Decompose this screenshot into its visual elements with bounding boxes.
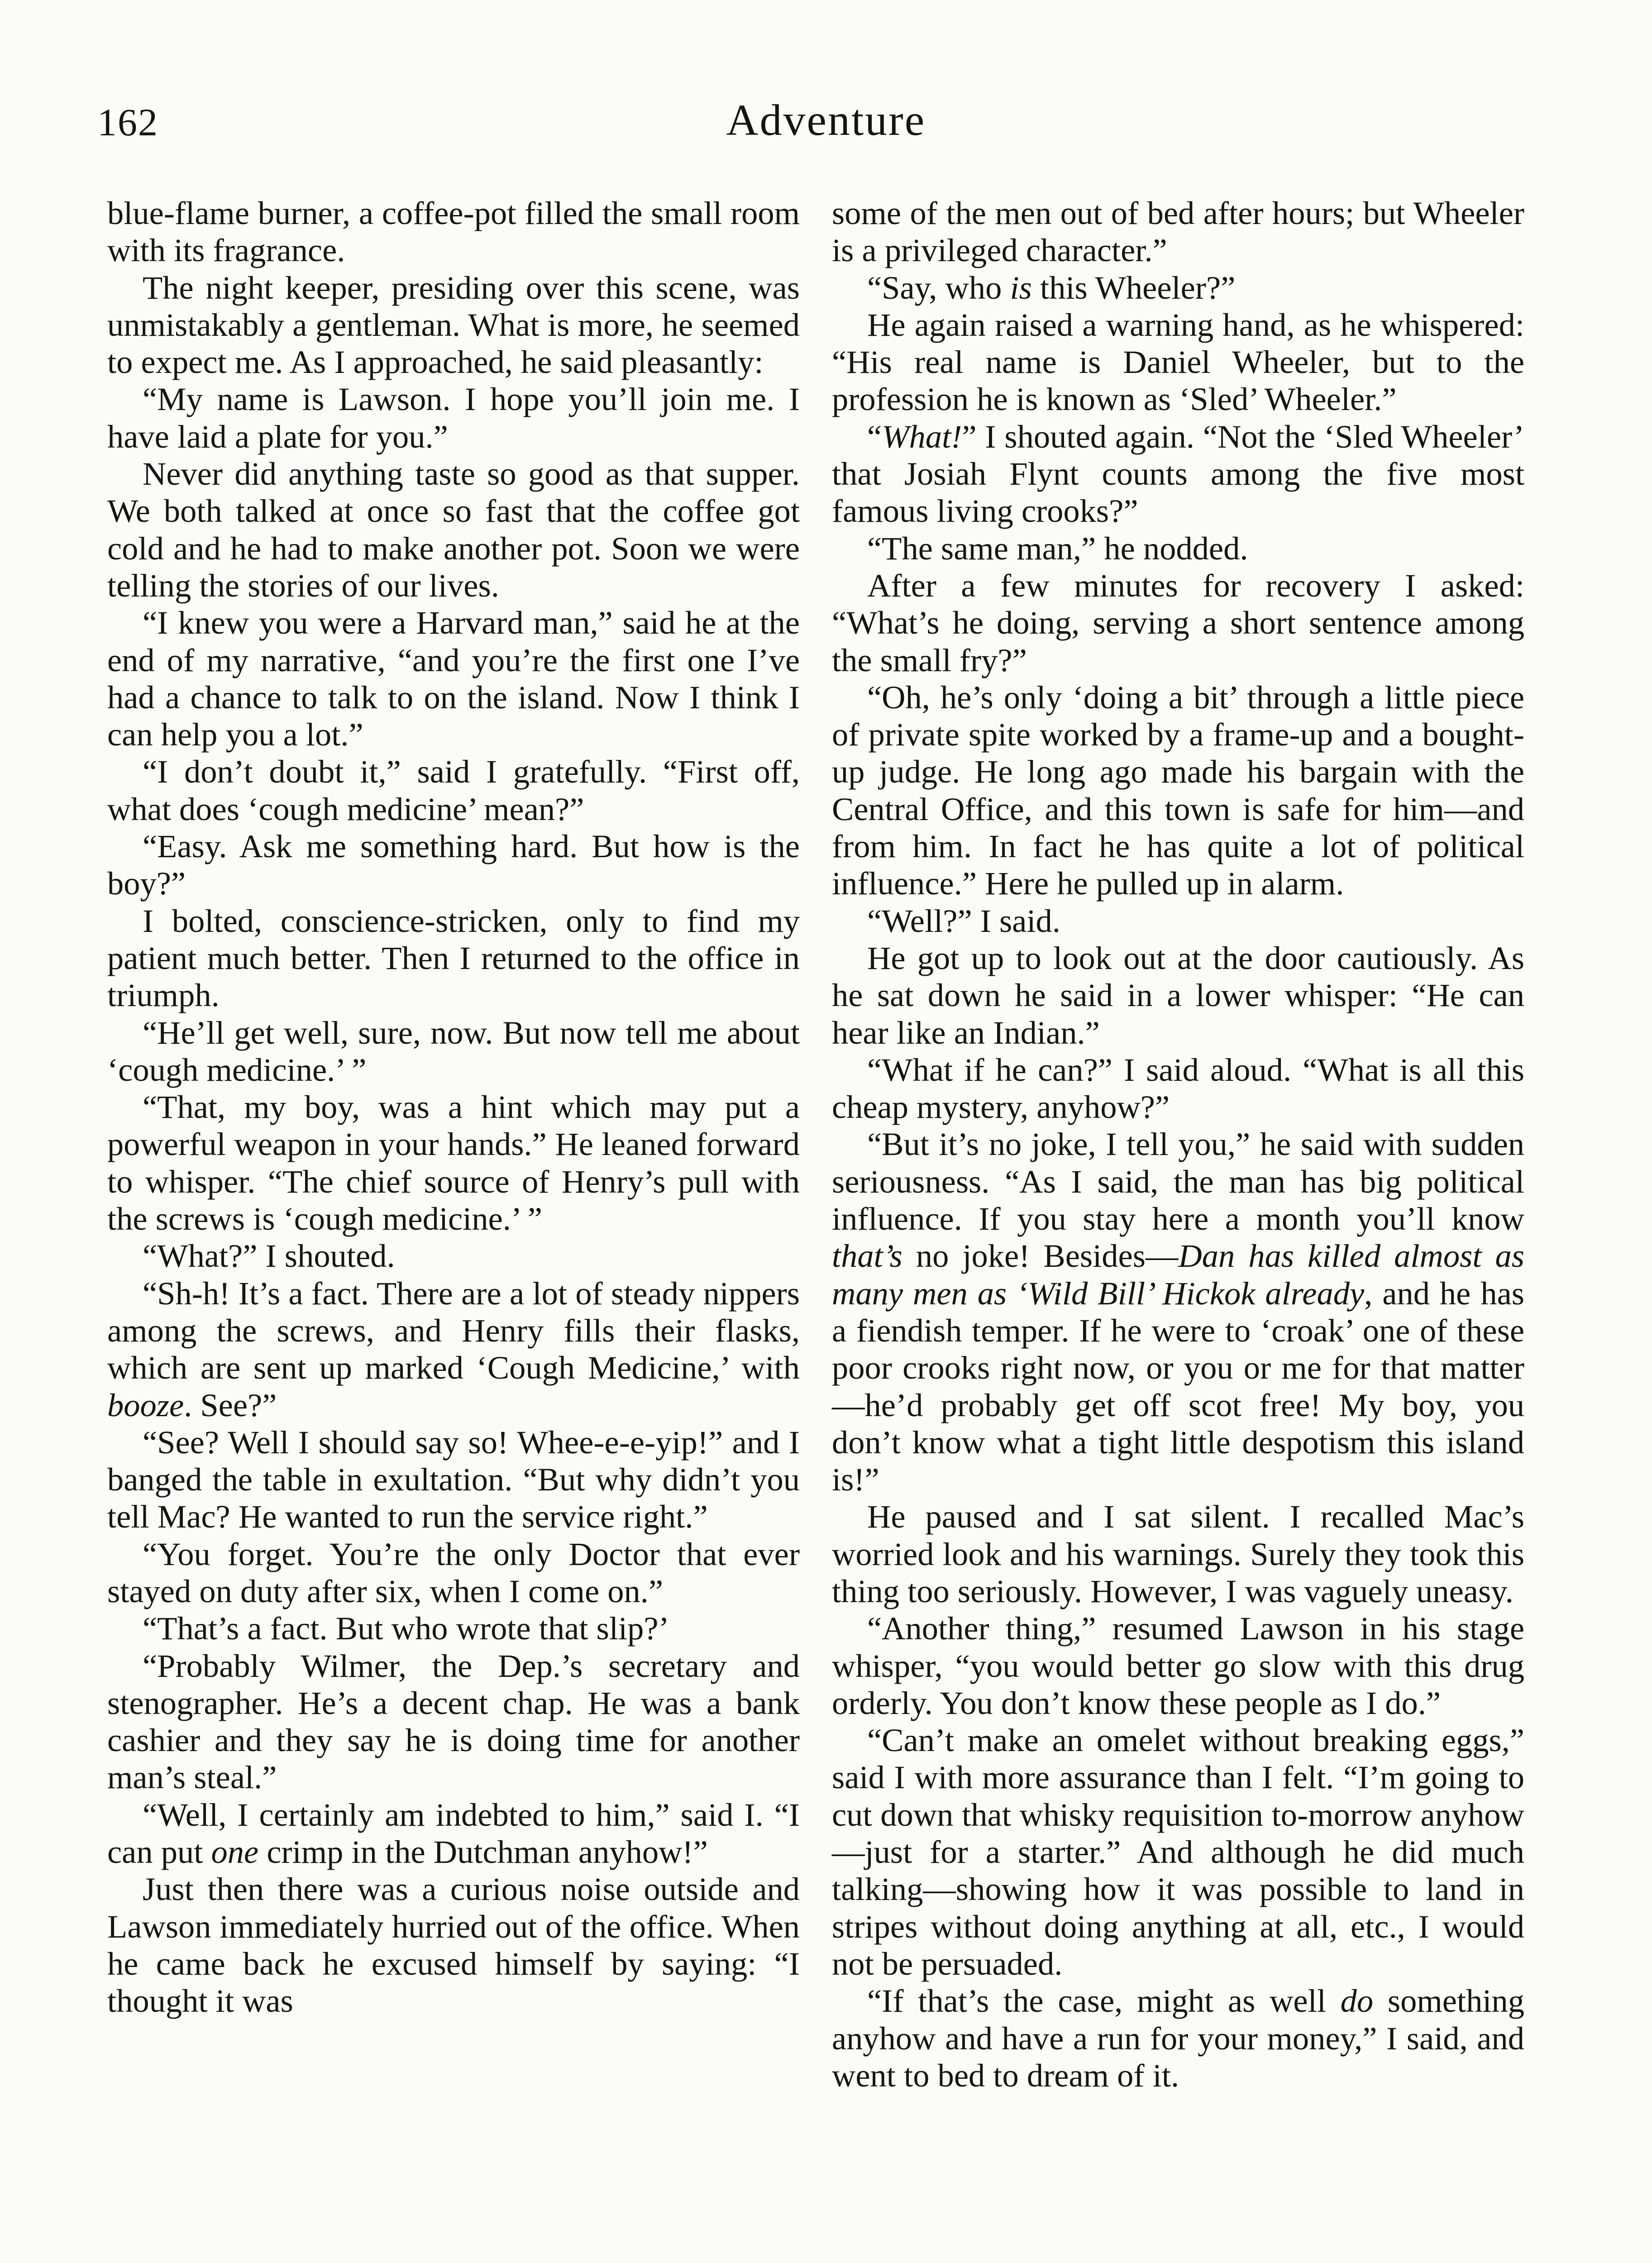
- paragraph: “Easy. Ask me something hard. But how is the boy?”: [107, 828, 800, 902]
- paragraph: “Another thing,” resumed Lawson in his stage whisper, “you would better go slow with this drug orderly. You don’t know these people as I do.”: [832, 1610, 1524, 1721]
- paragraph: “That, my boy, was a hint which may put a powerful weapon in your hands.” He leaned forward to whisper. “The chief source of Henry’s pull with the screws is ‘cough medicine.’ ”: [107, 1089, 800, 1237]
- paragraph: “I knew you were a Harvard man,” said he at the end of my narrative, “and you’re the first one I’ve had a chance to talk to on the island. Now I think I can help you a lot.”: [107, 604, 800, 753]
- right-column: [832, 195, 1524, 2094]
- paragraph: “Oh, he’s only ‘doing a bit’ through a little piece of private spite worked by a frame-up and a bought-up judge. He long ago made his bargain with the Central Office, and this town is safe for him—and from him. In fact he has quite a lot of political influence.” Here he pulled up in alarm.: [832, 678, 1524, 902]
- page-number: 162: [97, 100, 158, 144]
- paragraph: “But it’s no joke, I tell you,” he said with sudden seriousness. “As I said, the man has big political influence. If you stay here a month you’ll know that’s no joke! Besides—Dan has killed almost as many men as ‘Wild Bill’ Hickok already, and he has a fiendish temper. If he were to ‘croak’ one of these poor crooks right now, or you or me for that matter—he’d probably get off scot free! My boy, you don’t know what a tight little despotism this island is!”: [832, 1126, 1524, 1498]
- paragraph: He again raised a warning hand, as he whispered: “His real name is Daniel Wheeler, but to the profession he is known as ‘Sled’ Wheeler.”: [832, 306, 1524, 418]
- paragraph: blue-flame burner, a coffee-pot filled the small room with its fragrance.: [107, 195, 800, 269]
- paragraph: “My name is Lawson. I hope you’ll join me. I have laid a plate for you.”: [107, 381, 800, 455]
- left-column: [107, 195, 800, 2020]
- paragraph: After a few minutes for recovery I asked: “What’s he doing, serving a short sentence among the small fry?”: [832, 567, 1524, 678]
- paragraph: “You forget. You’re the only Doctor that ever stayed on duty after six, when I come on.”: [107, 1535, 800, 1609]
- paragraph: He paused and I sat silent. I recalled Mac’s worried look and his warnings. Surely they took this thing too seriously. However, I was vaguely uneasy.: [832, 1498, 1524, 1609]
- paragraph: “What?” I shouted.: [143, 1237, 395, 1275]
- paragraph: “He’ll get well, sure, now. But now tell me about ‘cough medicine.’ ”: [107, 1014, 800, 1088]
- paragraph: “That’s a fact. But who wrote that slip?’: [143, 1610, 669, 1647]
- paragraph: “What!” I shouted again. “Not the ‘Sled Wheeler’ that Josiah Flynt counts among the five most famous living crooks?”: [832, 418, 1524, 530]
- paragraph: “Sh-h! It’s a fact. There are a lot of steady nippers among the screws, and Henry fills their flasks, which are sent up marked ‘Cough Medicine,’ with booze. See?”: [107, 1275, 800, 1423]
- paragraph: “What if he can?” I said aloud. “What is all this cheap mystery, anyhow?”: [832, 1051, 1524, 1126]
- paragraph: “Well, I certainly am indebted to him,” said I. “I can put one crimp in the Dutchman anyhow!”: [107, 1796, 800, 1871]
- paragraph: “Probably Wilmer, the Dep.’s secretary and stenographer. He’s a decent chap. He was a bank cashier and they say he is doing time for another man’s steal.”: [107, 1647, 800, 1796]
- paragraph: The night keeper, presiding over this scene, was unmistakably a gentleman. What is more, he seemed to expect me. As I approached, he said pleasantly:: [107, 269, 800, 381]
- page-header: [97, 95, 1555, 158]
- paragraph: “See? Well I should say so! Whee-e-e-yip!” and I banged the table in exultation. “But why didn’t you tell Mac? He wanted to run the service right.”: [107, 1423, 800, 1535]
- paragraph: He got up to look out at the door cautiously. As he sat down he said in a lower whisper: “He can hear like an Indian.”: [832, 939, 1524, 1051]
- paragraph: “Well?” I said.: [867, 902, 1060, 939]
- paragraph: some of the men out of bed after hours; but Wheeler is a privileged character.”: [832, 195, 1524, 269]
- paragraph: “If that’s the case, might as well do something anyhow and have a run for your money,” I said, and went to bed to dream of it.: [832, 1982, 1524, 2094]
- paragraph: Just then there was a curious noise outside and Lawson immediately hurried out of the office. When he came back he excused himself by saying: “I thought it was: [107, 1871, 800, 2020]
- paragraph: I bolted, conscience-stricken, only to find my patient much better. Then I returned to the office in triumph.: [107, 902, 800, 1014]
- paragraph: “Can’t make an omelet without breaking eggs,” said I with more assurance than I felt. “I’m going to cut down that whisky requisition to-morrow anyhow—just for a starter.” And although he did much talking—showing how it was possible to land in stripes without doing anything at all, etc., I would not be persuaded.: [832, 1722, 1524, 1982]
- paragraph: Never did anything taste so good as that supper. We both talked at once so fast that the coffee got cold and he had to make another pot. Soon we were telling the stories of our lives.: [107, 455, 800, 604]
- paragraph: “Say, who is this Wheeler?”: [867, 269, 1236, 306]
- paragraph: “I don’t doubt it,” said I gratefully. “First off, what does ‘cough medicine’ mean?”: [107, 753, 800, 827]
- paragraph: “The same man,” he nodded.: [867, 530, 1248, 567]
- running-head: Adventure: [726, 96, 926, 145]
